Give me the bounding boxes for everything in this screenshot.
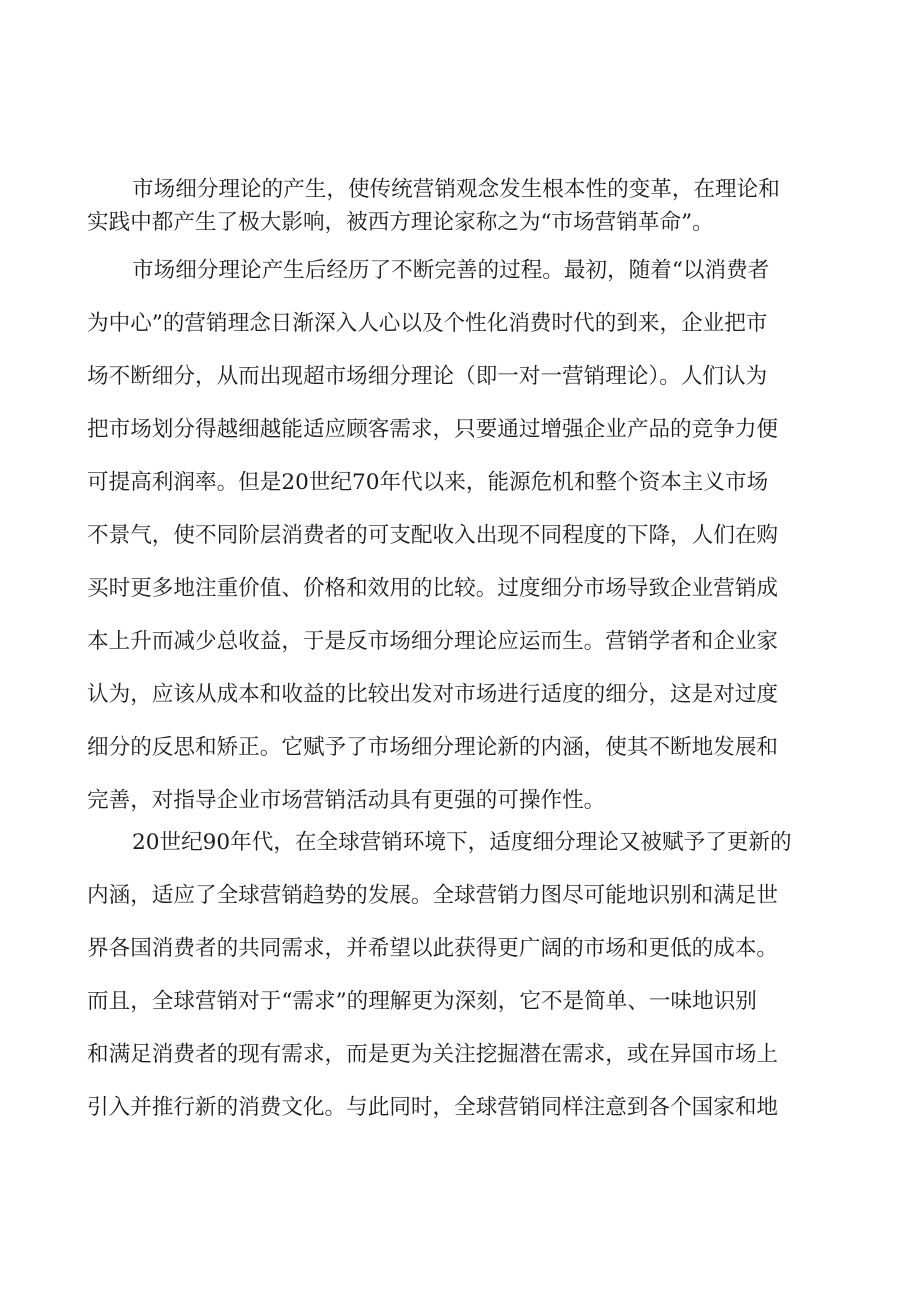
text-line: 引入并推行新的消费文化。与此同时，全球营销同样注意到各个国家和地 [87,1095,779,1120]
text-line: 界各国消费者的共同需求，并希望以此获得更广阔的市场和更低的成本。 [87,936,779,961]
text-line: 为中心”的营销理念日渐深入人心以及个性化消费时代的到来，企业把市 [87,311,768,336]
text-line: 买时更多地注重价值、价格和效用的比较。过度细分市场导致企业营销成 [87,576,779,601]
text-line: 场不断细分，从而出现超市场细分理论（即一对一营销理论）。人们认为 [87,364,768,389]
text-line: 认为，应该从成本和收益的比较出发对市场进行适度的细分，这是对过度 [87,682,779,707]
text-line: 把市场划分得越细越能适应顾客需求，只要通过增强企业产品的竞争力便 [87,417,779,442]
text-line: 市场细分理论产生后经历了不断完善的过程。最初，随着“以消费者 [132,258,770,283]
text-line: 不景气，使不同阶层消费者的可支配收入出现不同程度的下降，人们在购 [87,523,779,548]
text-line: 内涵，适应了全球营销趋势的发展。全球营销力图尽可能地识别和满足世 [87,883,779,908]
text-line: 完善，对指导企业市场营销活动具有更强的可操作性。 [87,788,606,813]
text-line: 本上升而减少总收益，于是反市场细分理论应运而生。营销学者和企业家 [87,629,779,654]
text-line: 和满足消费者的现有需求，而是更为关注挖掘潜在需求，或在异国市场上 [87,1042,779,1067]
text-line: 而且，全球营销对于“需求”的理解更为深刻，它不是简单、一味地识别 [87,989,757,1014]
text-line: 市场细分理论的产生，使传统营销观念发生根本性的变革，在理论和 [132,177,780,202]
text-line: 可提高利润率。但是20世纪70年代以来，能源危机和整个资本主义市场 [87,470,769,495]
text-line: 20世纪90年代，在全球营销环境下，适度细分理论又被赋予了更新的 [132,830,792,855]
text-line: 细分的反思和矫正。它赋予了市场细分理论新的内涵，使其不断地发展和 [87,735,779,760]
text-line: 实践中都产生了极大影响，被西方理论家称之为“市场营销革命”。 [87,210,714,235]
